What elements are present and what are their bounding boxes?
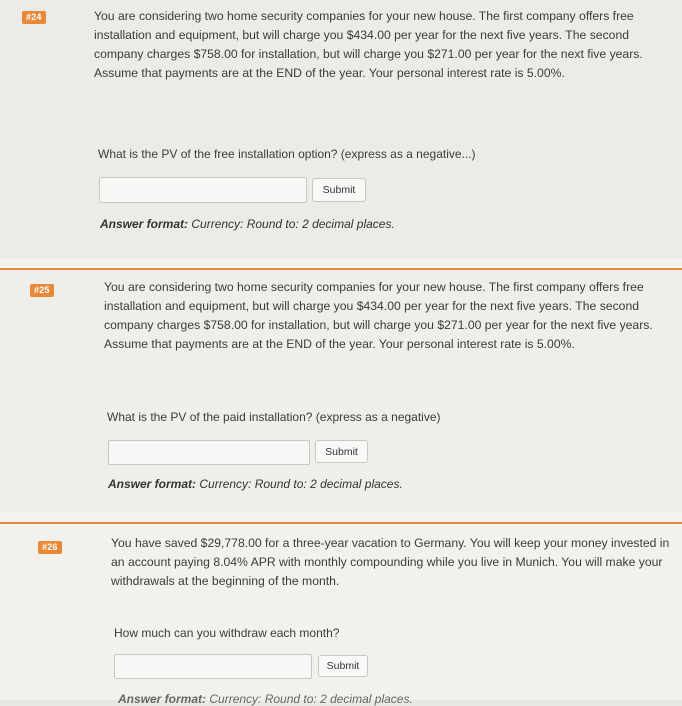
question-26 bbox=[0, 522, 682, 706]
answer-format-value: Currency: Round to: 2 decimal places. bbox=[199, 477, 403, 491]
submit-button[interactable]: Submit bbox=[318, 655, 368, 677]
answer-format bbox=[108, 477, 403, 491]
answer-input[interactable] bbox=[99, 177, 307, 203]
answer-format-value: Currency: Round to: 2 decimal places. bbox=[191, 217, 395, 231]
question-separator bbox=[0, 512, 682, 522]
submit-button[interactable]: Submit bbox=[315, 440, 368, 463]
answer-input[interactable] bbox=[108, 440, 310, 465]
answer-format-label: Answer format: bbox=[118, 692, 207, 706]
sub-question: What is the PV of the paid installation? (express as a negative) bbox=[107, 410, 441, 424]
answer-input[interactable] bbox=[114, 654, 312, 679]
answer-format-label: Answer format: bbox=[100, 217, 189, 231]
question-number-badge: #26 bbox=[38, 541, 62, 554]
question-prompt: You are considering two home security companies for your new house. The first company offers free installation and equipment, but will charge you $434.00 per year for the next five years. The second company charges $758.00 for installation, but will charge you $271.00 per year for the next five years. Assume that payments are at the END of the year. Your personal interest rate is 5.00%. bbox=[94, 9, 643, 80]
question-24 bbox=[0, 0, 682, 258]
question-separator bbox=[0, 258, 682, 268]
answer-format bbox=[118, 692, 413, 706]
answer-format bbox=[100, 217, 395, 231]
question-number-badge: #24 bbox=[22, 11, 46, 24]
answer-format-value: Currency: Round to: 2 decimal places. bbox=[209, 692, 413, 706]
sub-question: How much can you withdraw each month? bbox=[114, 626, 340, 640]
sub-question: What is the PV of the free installation option? (express as a negative...) bbox=[98, 147, 476, 161]
submit-button[interactable]: Submit bbox=[312, 178, 366, 202]
question-number-badge: #25 bbox=[30, 284, 54, 297]
question-prompt: You are considering two home security companies for your new house. The first company offers free installation and equipment, but will charge you $434.00 per year for the next five years. The second company charges $758.00 for installation, but will charge you $271.00 per year for the next five years. Assume that payments are at the END of the year. Your personal interest rate is 5.00%. bbox=[104, 280, 653, 351]
answer-format-label: Answer format: bbox=[108, 477, 197, 491]
question-prompt: You have saved $29,778.00 for a three-year vacation to Germany. You will keep your money invested in an account paying 8.04% APR with monthly compounding while you live in Munich. You will make your withdrawals at the beginning of the month. bbox=[111, 536, 670, 588]
question-25 bbox=[0, 268, 682, 512]
